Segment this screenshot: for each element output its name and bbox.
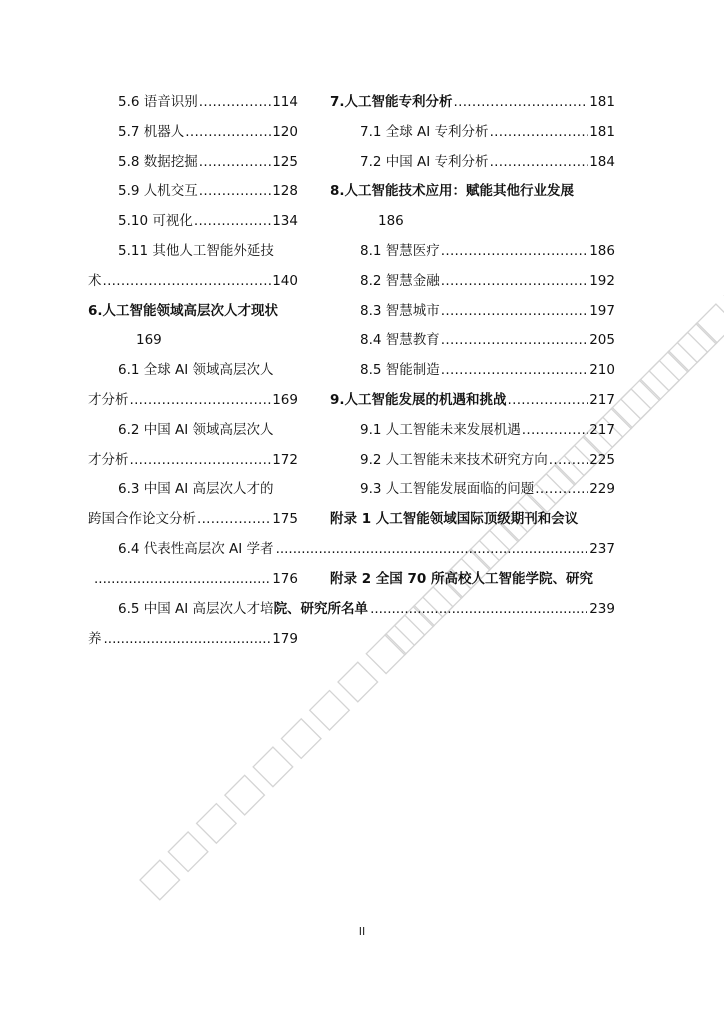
leader-dots (535, 475, 588, 505)
toc-entry-title: 5.9 人机交互 (118, 183, 198, 200)
leader-dots (441, 326, 588, 356)
leader-dots (441, 297, 588, 327)
toc-entry-page: 172 (272, 451, 298, 468)
toc-entry-title: 才分析 (88, 391, 129, 408)
toc-entry[interactable] (88, 207, 298, 237)
toc-entry-page: 175 (272, 511, 298, 528)
toc-entry-title: 6.5 中国 AI 高层次人才培 (118, 601, 274, 617)
toc-entry[interactable] (330, 416, 615, 446)
leader-dots (490, 148, 589, 178)
toc-entry-title: 5.11 其他人工智能外延技 (118, 242, 274, 259)
toc-entry-title: 8.3 智慧城市 (360, 302, 440, 319)
toc-entry-page: 225 (589, 451, 615, 468)
toc-entry[interactable] (330, 446, 615, 476)
leader-dots (490, 118, 589, 148)
toc-entry-page: 169 (272, 391, 298, 408)
toc-chapter-page-line (88, 326, 298, 356)
toc-entry[interactable] (88, 148, 298, 178)
toc-entry[interactable] (330, 356, 615, 386)
toc-chapter-title: 6.人工智能领域高层次人才现状 (88, 302, 279, 319)
toc-entry[interactable] (330, 326, 615, 356)
toc-entry-title: 6.3 中国 AI 高层次人才的 (118, 481, 274, 498)
toc-chapter-title: 8.人工智能技术应用：赋能其他行业发展 (330, 183, 575, 200)
toc-entry-page: 239 (589, 601, 615, 617)
leader-dots (441, 237, 588, 267)
leader-dots (199, 148, 271, 178)
toc-entry-spanning[interactable] (88, 595, 615, 625)
toc-entry-continuation[interactable] (88, 386, 298, 416)
toc-entry-title: 6.4 代表性高层次 AI 学者 (118, 541, 274, 557)
toc-entry[interactable] (88, 88, 298, 118)
toc-appendix-title: 附录 2 全国 70 所高校人工智能学院、研究 (330, 571, 593, 587)
toc-entry[interactable] (330, 267, 615, 297)
toc-entry-page: 217 (589, 421, 615, 438)
toc-chapter-page: 169 (136, 332, 162, 349)
toc-entry-page: 237 (589, 541, 615, 557)
leader-dots (130, 446, 272, 476)
toc-entry-continuation[interactable] (88, 505, 298, 535)
leader-dots (454, 88, 589, 118)
toc-entry-title: 养 (88, 631, 102, 647)
leader-dots (199, 88, 271, 118)
toc-entry-title: 8.2 智慧金融 (360, 272, 440, 289)
toc-entry-title: 5.8 数据挖掘 (118, 153, 198, 170)
toc-left-column (88, 88, 298, 535)
toc-chapter-title: 9.人工智能发展的机遇和挑战 (330, 391, 507, 408)
toc-entry-page: 134 (272, 213, 298, 230)
toc-entry-title: 8.5 智能制造 (360, 362, 440, 379)
toc-entry-continuation[interactable] (88, 446, 298, 476)
toc-entry[interactable] (330, 237, 615, 267)
toc-entry[interactable] (88, 118, 298, 148)
leader-dots (199, 177, 271, 207)
leader-dots (441, 356, 588, 386)
toc-entry[interactable] (330, 297, 615, 327)
toc-entry-title: 术 (88, 272, 102, 289)
toc-entry-title: 6.1 全球 AI 领域高层次人 (118, 362, 274, 379)
toc-entry-title: 8.1 智慧医疗 (360, 242, 440, 259)
toc-entry-wrapped[interactable] (88, 356, 298, 386)
toc-entry-title: 5.6 语音识别 (118, 94, 198, 110)
leader-dots (522, 416, 588, 446)
toc-entry-title: 7.1 全球 AI 专利分析 (360, 123, 489, 140)
leader-dots (276, 535, 588, 565)
leader-dots (197, 505, 271, 535)
toc-entry-page: 128 (272, 183, 298, 200)
page-number: II (358, 925, 366, 938)
toc-entry-title: 跨国合作论文分析 (88, 511, 196, 528)
toc-entry-page: 205 (589, 332, 615, 349)
toc-entry-page: 229 (589, 481, 615, 498)
toc-entry-spanning[interactable] (88, 535, 615, 565)
toc-entry-title: 才分析 (88, 451, 129, 468)
toc-entry-page: 179 (272, 631, 298, 647)
leader-dots (103, 267, 272, 297)
toc-entry-page: 186 (589, 242, 615, 259)
toc-entry-title: 9.3 人工智能发展面临的问题 (360, 481, 535, 498)
toc-chapter-heading[interactable] (330, 177, 615, 207)
toc-entry-wrapped[interactable] (88, 475, 298, 505)
toc-appendix-heading[interactable] (330, 505, 615, 535)
leader-dots (194, 207, 271, 237)
toc-entry-title: 6.2 中国 AI 领域高层次人 (118, 421, 274, 438)
toc-entry-page: 176 (272, 571, 298, 587)
toc-entry[interactable] (330, 475, 615, 505)
toc-entry-title: 9.1 人工智能未来发展机遇 (360, 421, 521, 438)
leader-dots (90, 565, 270, 595)
toc-appendix-title: 附录 1 人工智能领域国际顶级期刊和会议 (330, 511, 579, 528)
leader-dots (441, 267, 588, 297)
toc-chapter-page-line (330, 207, 615, 237)
toc-entry[interactable] (330, 118, 615, 148)
toc-entry-continuation[interactable] (88, 267, 298, 297)
toc-entry-title: 5.7 机器人 (118, 123, 185, 140)
toc-chapter-page: 186 (378, 213, 404, 230)
toc-entry-page: 192 (589, 272, 615, 289)
toc-entry-wrapped[interactable] (88, 237, 298, 267)
toc-appendix-title-continuation: 院、研究所名单 (273, 601, 369, 617)
toc-chapter-title: 7.人工智能专利分析 (330, 94, 453, 110)
toc-entry-page: 217 (589, 391, 615, 408)
toc-chapter-heading[interactable] (330, 386, 615, 416)
toc-chapter-heading[interactable] (88, 297, 298, 327)
toc-entry[interactable] (330, 148, 615, 178)
toc-entry-page: 114 (272, 94, 298, 110)
leader-dots (104, 625, 271, 655)
toc-entry-left-part (88, 565, 298, 595)
toc-entry-page: 125 (272, 153, 298, 170)
toc-entry[interactable] (88, 177, 298, 207)
toc-entry-page: 184 (589, 153, 615, 170)
leader-dots (185, 118, 271, 148)
toc-entry-page: 120 (272, 123, 298, 140)
toc-entry-continuation[interactable] (88, 625, 298, 655)
leader-dots (370, 595, 587, 625)
toc-chapter-heading[interactable] (330, 88, 615, 118)
toc-entry-page: 197 (589, 302, 615, 319)
toc-entry-page: 181 (589, 123, 615, 140)
leader-dots (130, 386, 272, 416)
toc-entry-wrapped[interactable] (88, 416, 298, 446)
toc-entry-title: 7.2 中国 AI 专利分析 (360, 153, 489, 170)
toc-entry-spanning[interactable] (88, 565, 615, 595)
toc-entry-title: 8.4 智慧教育 (360, 332, 440, 349)
toc-entry-page: 140 (272, 272, 298, 289)
leader-dots (549, 446, 588, 476)
toc-entry-page: 181 (589, 94, 615, 110)
toc-entry-title: 9.2 人工智能未来技术研究方向 (360, 451, 548, 468)
toc-entry-page: 210 (589, 362, 615, 379)
toc-entry-title: 5.10 可视化 (118, 213, 193, 230)
toc-right-column (330, 88, 615, 535)
leader-dots (508, 386, 589, 416)
